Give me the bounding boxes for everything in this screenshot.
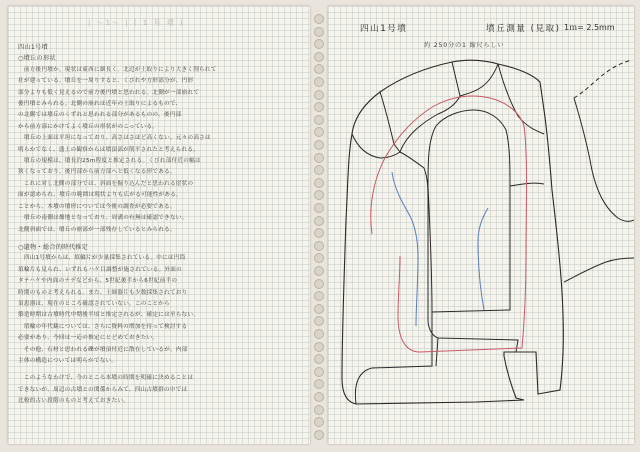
mound-inner-chamber bbox=[428, 110, 510, 312]
binding-hole bbox=[314, 417, 324, 427]
binding-hole bbox=[314, 392, 324, 402]
notes-line: 面が認められ、墳丘の範囲は現状よりも広がる可能性がある。 bbox=[18, 192, 182, 199]
binding-hole bbox=[314, 27, 324, 37]
right-notebook-page bbox=[328, 6, 634, 444]
notes-line: 比較的古い段階のものと考えておきたい。 bbox=[18, 398, 130, 405]
notes-line: 明らかでなく、盛土の観察からは墳頂部が削平されたと考えられる。 bbox=[18, 146, 200, 153]
binding-hole bbox=[314, 304, 324, 314]
notes-line: 築造時期は古墳時代中期後半頃と推定されるが、確定には至らない。 bbox=[18, 312, 200, 319]
notes-line: 埴輪の年代観については、さらに資料の増加を待って検討する bbox=[18, 323, 188, 330]
notes-line: 社が建っている。墳丘を一周りすると、くびれや方形部分が、円形 bbox=[18, 78, 194, 85]
binding-hole bbox=[314, 291, 324, 301]
binding-hole bbox=[314, 127, 324, 137]
notes-line: の北側では墳丘のくずれと思われる部分があるものの、後円部 bbox=[18, 112, 182, 119]
notes-line: 部分よりも低く見えるので前方後円墳と思われる。北側が一部崩れて bbox=[18, 89, 200, 96]
survey-title: 四山1号墳 bbox=[360, 24, 408, 34]
notes-heading: 四山1号墳 bbox=[18, 44, 48, 51]
binding-hole bbox=[314, 77, 324, 87]
notes-line: 北側斜面では、墳丘の裾部が一部残存しているとみられる。 bbox=[18, 226, 176, 233]
binding-hole bbox=[314, 90, 324, 100]
notes-line: 墳丘の南側は畑地となっており、周溝の有無は確認できない。 bbox=[18, 215, 188, 222]
terrain-dashed-line bbox=[574, 60, 632, 98]
notes-line: ことから、本墳の墳形については今後の調査が必要である。 bbox=[18, 203, 176, 210]
binding-hole bbox=[314, 52, 324, 62]
binding-hole bbox=[314, 253, 324, 263]
binding-hole bbox=[314, 316, 324, 326]
notes-line: 必要があり、今回は一応の推定にとどめておきたい。 bbox=[18, 335, 159, 342]
binding-hole bbox=[314, 178, 324, 188]
notes-line: 狭くなっており、後円部から前方部へと低くなる形である。 bbox=[18, 169, 176, 176]
mound-east-band bbox=[510, 183, 544, 186]
notes-line: 主体の構造については明らかでない。 bbox=[18, 357, 118, 364]
notes-line: から前方部にかけてよく墳丘の形状がのこっている。 bbox=[18, 123, 159, 130]
survey-subtitle: 墳丘測量 (見取) bbox=[486, 24, 561, 34]
blue-contour-left bbox=[392, 172, 418, 326]
notes-line: これに対し北側の部分では、斜面を掘り込んだと思われる崖状の bbox=[18, 180, 194, 187]
blue-contour-right bbox=[478, 208, 488, 310]
binding-hole bbox=[314, 354, 324, 364]
survey-scale: 1ｍ= 2.5mm bbox=[564, 23, 615, 32]
binding-hole bbox=[314, 39, 324, 49]
binding-hole bbox=[314, 266, 324, 276]
notes-line: このようなわけで、今のところ本墳の時期を明確に決めることは bbox=[18, 375, 194, 382]
binding-hole bbox=[314, 405, 324, 415]
binding-hole bbox=[314, 14, 324, 24]
binding-hole bbox=[314, 102, 324, 112]
binding-hole bbox=[314, 165, 324, 175]
left-page-text bbox=[18, 42, 306, 408]
mound-survey-sketch bbox=[328, 6, 634, 444]
binding-hole bbox=[314, 190, 324, 200]
notes-heading: ○墳丘の形状 bbox=[18, 55, 56, 63]
terrain-right-lower bbox=[564, 258, 634, 282]
mound-bottom-band bbox=[355, 312, 438, 404]
left-page-faint-header: | 〜1〜 | ( 1 号 墳 ) bbox=[88, 19, 185, 27]
notes-line: できないが、周辺の古墳との関係からみて、四山古墳群の中では bbox=[18, 386, 188, 393]
mound-upper-block bbox=[380, 62, 460, 152]
binding-hole bbox=[314, 430, 324, 440]
binding-hole bbox=[314, 367, 324, 377]
notes-line: 埴輪片も見られ、いずれもハケ目調整が施されている。外面の bbox=[18, 266, 182, 273]
binding-hole bbox=[314, 342, 324, 352]
red-contour-line bbox=[371, 96, 527, 352]
terrain-right-curve bbox=[574, 98, 634, 221]
binding-hole bbox=[314, 115, 324, 125]
notes-line: その他、石材と思われる礫が墳頂付近に散在しているが、内部 bbox=[18, 346, 188, 353]
notes-line: 墳丘の規模は、墳長約25m程度と推定される。くびれ部付近の幅は bbox=[18, 158, 201, 165]
notes-line: 四山1号墳からは、埴輪片が少量採集されている。中には円筒 bbox=[18, 255, 186, 262]
binding-hole bbox=[314, 228, 324, 238]
binding-hole bbox=[314, 216, 324, 226]
binding-hole bbox=[314, 203, 324, 213]
left-notebook-page bbox=[8, 6, 310, 444]
survey-scale-note: 約 250分の1 縮尺らしい bbox=[424, 42, 505, 49]
notes-line: 墳丘の上面は平坦になっており、高さはさほど高くない。元々の高さは bbox=[18, 135, 211, 142]
binding-hole bbox=[314, 379, 324, 389]
mound-outline bbox=[342, 60, 563, 404]
binding-hole bbox=[314, 329, 324, 339]
binding-hole bbox=[314, 153, 324, 163]
spiral-binding bbox=[311, 8, 327, 444]
binding-hole bbox=[314, 64, 324, 74]
notes-line: タテハケや内面のナデなどから、5世紀後半から6世紀前半の bbox=[18, 278, 178, 285]
notes-line: 時期のものと考えられる。また、土師器片も少数採集されており bbox=[18, 289, 188, 296]
notes-line: 後円墳とみられる。北側の崩れは近年の土取りによるもので、 bbox=[18, 101, 182, 108]
notes-line: 前方後円墳か。現状は東西に細長く、北辺が土取りにより大きく削られて bbox=[18, 66, 217, 73]
notes-heading: ○遺物・総合的時代推定 bbox=[18, 243, 89, 251]
binding-hole bbox=[314, 241, 324, 251]
binding-hole bbox=[314, 140, 324, 150]
binding-hole bbox=[314, 279, 324, 289]
notes-line: 須恵器は、現在のところ確認されていない。このことから bbox=[18, 300, 170, 307]
